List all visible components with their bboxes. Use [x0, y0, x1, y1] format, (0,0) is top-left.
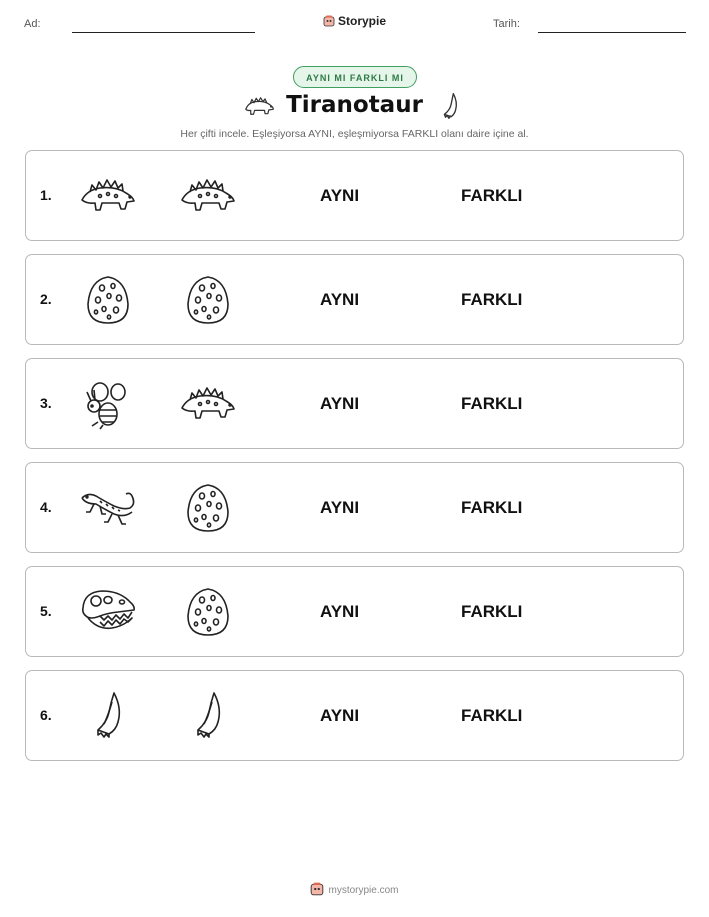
option-different[interactable]: FARKLI [461, 602, 523, 621]
option-same[interactable]: AYNI [320, 706, 360, 725]
question-row [25, 566, 684, 657]
footer [0, 882, 709, 896]
option-different[interactable]: FARKLI [461, 706, 523, 725]
storypie-footer-logo-icon [310, 882, 324, 896]
option-different[interactable]: FARKLI [461, 186, 523, 205]
egg-icon [178, 482, 238, 534]
question-number: 4. [40, 499, 52, 515]
claw-title-icon [438, 92, 462, 120]
footer-url[interactable]: mystorypie.com [328, 885, 399, 896]
question-number: 1. [40, 187, 52, 203]
instructions: Her çifti incele. Eşleşiyorsa AYNI, eşleşmiyorsa FARKLI olanı daire içine al. [180, 128, 529, 140]
option-different[interactable]: FARKLI [461, 498, 523, 517]
trex-skull-icon [78, 586, 138, 638]
lizard-icon [78, 482, 138, 534]
stegosaurus-icon [178, 170, 238, 222]
option-same[interactable]: AYNI [320, 498, 360, 517]
claw-icon [78, 690, 138, 742]
brand [0, 14, 709, 28]
brand-name: Storypie [337, 14, 386, 28]
stegosaurus-icon [178, 378, 238, 430]
egg-icon [178, 274, 238, 326]
question-number: 6. [40, 707, 52, 723]
storypie-logo-icon [323, 15, 335, 27]
egg-icon [178, 586, 238, 638]
option-same[interactable]: AYNI [320, 290, 360, 309]
question-row [25, 254, 684, 345]
question-row [25, 670, 684, 761]
claw-icon [178, 690, 238, 742]
question-row [25, 462, 684, 553]
option-same[interactable]: AYNI [320, 602, 360, 621]
option-same[interactable]: AYNI [320, 186, 360, 205]
page-title: Tiranotaur [286, 92, 423, 118]
date-line[interactable] [538, 32, 686, 33]
name-line[interactable] [72, 32, 255, 33]
question-number: 2. [40, 291, 52, 307]
question-row [25, 358, 684, 449]
option-different[interactable]: FARKLI [461, 290, 523, 309]
stegosaurus-icon [78, 170, 138, 222]
option-different[interactable]: FARKLI [461, 394, 523, 413]
bee-icon [78, 378, 138, 430]
question-number: 5. [40, 603, 52, 619]
activity-badge: AYNI MI FARKLI MI [293, 66, 417, 88]
egg-icon [78, 274, 138, 326]
date-label: Tarih: [493, 18, 520, 30]
question-number: 3. [40, 395, 52, 411]
option-same[interactable]: AYNI [320, 394, 360, 413]
question-row [25, 150, 684, 241]
name-label: Ad: [24, 18, 41, 30]
